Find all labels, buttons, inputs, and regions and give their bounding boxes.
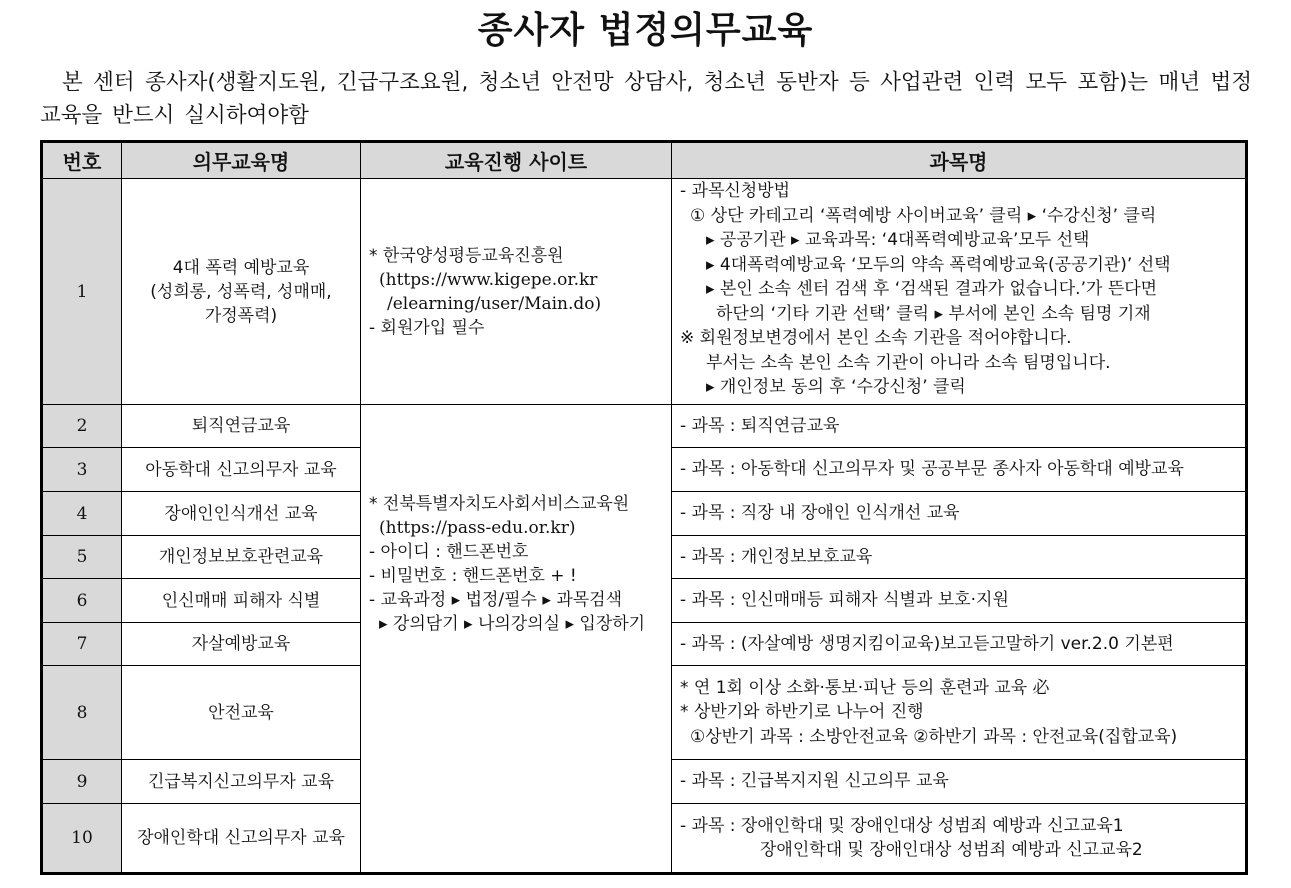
site-org-name: * 전북특별자치도사회서비스교육원: [369, 493, 630, 514]
site-path-note: - 교육과정 ▸ 법정/필수 ▸ 과목검색: [369, 589, 623, 610]
subject-cell: [672, 666, 1247, 760]
site-path-note: ▸ 강의담기 ▸ 나의강의실 ▸ 입장하기: [379, 613, 646, 634]
education-name-cell: 긴급복지신고의무자 교육: [122, 760, 361, 804]
table-row: [42, 179, 1247, 405]
education-name-line: (성희롱, 성폭력, 성매매,: [150, 281, 332, 302]
subject-line: 부서는 소속 본인 소속 기관이 아니라 소속 팀명입니다.: [706, 352, 1111, 373]
subject-line: ①상반기 과목 : 소방안전교육 ②하반기 과목 : 안전교육(집합교육): [690, 726, 1178, 747]
subject-cell: - 과목 : 퇴직연금교육: [672, 405, 1247, 448]
subject-line: - 과목신청방법: [680, 181, 791, 201]
education-name-cell: 퇴직연금교육: [122, 405, 361, 448]
education-name-cell: 인신매매 피해자 식별: [122, 579, 361, 623]
subject-cell: - 과목 : 긴급복지지원 신고의무 교육: [672, 760, 1247, 804]
shared-education-site-cell: [361, 405, 672, 874]
subject-line: * 상반기와 하반기로 나누어 진행: [680, 702, 924, 723]
subject-cell: - 과목 : 직장 내 장애인 인식개선 교육: [672, 492, 1247, 536]
header-subject-name: 과목명: [672, 142, 1247, 179]
table-header-row: [42, 142, 1247, 179]
education-name-cell: 장애인인식개선 교육: [122, 492, 361, 536]
subject-cell: [672, 804, 1247, 874]
subject-line: ※ 회원정보변경에서 본인 소속 기관을 적어야합니다.: [680, 328, 1072, 348]
site-org-name: * 한국양성평등교육진흥원: [369, 245, 564, 266]
education-name-cell: [122, 179, 361, 405]
row-number: 1: [42, 179, 122, 405]
spacer: [369, 636, 663, 786]
subject-line: - 과목 : 장애인학대 및 장애인대상 성범죄 예방과 신고교육1: [680, 815, 1124, 836]
subject-line: ▸ 개인정보 동의 후 ‘수강신청’ 클릭: [706, 377, 966, 397]
subject-line: ▸ 4대폭력예방교육 ‘모두의 약속 폭력예방교육(공공기관)’ 선택: [706, 254, 1171, 275]
row-number: 4: [42, 492, 122, 536]
row-number: 8: [42, 666, 122, 760]
subject-cell: - 과목 : (자살예방 생명지킴이교육)보고듣고말하기 ver.2.0 기본편: [672, 623, 1247, 666]
row-number: 5: [42, 536, 122, 579]
site-note: - 회원가입 필수: [369, 317, 485, 338]
site-url-link[interactable]: (https://www.kigepe.or.kr: [379, 269, 598, 290]
mandatory-education-table: [40, 140, 1248, 875]
education-name-line: 가정폭력): [204, 305, 278, 326]
header-education-name: 의무교육명: [122, 142, 361, 179]
row-number: 3: [42, 448, 122, 492]
subject-line: ① 상단 카테고리 ‘폭력예방 사이버교육’ 클릭 ▸ ‘수강신청’ 클릭: [690, 205, 1157, 226]
header-education-site: 교육진행 사이트: [361, 142, 672, 179]
table-row: [42, 405, 1247, 448]
row-number: 6: [42, 579, 122, 623]
row-number: 10: [42, 804, 122, 874]
site-url-link[interactable]: (https://pass-edu.or.kr): [379, 517, 576, 538]
header-number: 번호: [42, 142, 122, 179]
subject-line: ▸ 공공기관 ▸ 교육과목: ‘4대폭력예방교육’모두 선택: [706, 230, 1090, 250]
education-name-cell: 안전교육: [122, 666, 361, 760]
education-name-cell: 자살예방교육: [122, 623, 361, 666]
row-number: 2: [42, 405, 122, 448]
subject-cell: - 과목 : 아동학대 신고의무자 및 공공부문 종사자 아동학대 예방교육: [672, 448, 1247, 492]
subject-cell: - 과목 : 인신매매등 피해자 식별과 보호·지원: [672, 579, 1247, 623]
page-title: 종사자 법정의무교육: [477, 10, 814, 51]
subject-cell: [672, 179, 1247, 405]
education-name-cell: 개인정보보호관련교육: [122, 536, 361, 579]
education-name-line: 4대 폭력 예방교육: [172, 257, 310, 278]
education-site-cell: [361, 179, 672, 405]
subject-line: 장애인학대 및 장애인대상 성범죄 예방과 신고교육2: [760, 840, 1143, 860]
education-name-cell: 장애인학대 신고의무자 교육: [122, 804, 361, 874]
site-url-link[interactable]: /elearning/user/Main.do): [387, 293, 602, 314]
intro-paragraph: 본 센터 종사자(생활지도원, 긴급구조요원, 청소년 안전망 상담사, 청소년 동반자 등 사업관련 인력 모두 포함)는 매년 법정교육을 반드시 실시하여야함: [40, 70, 1252, 128]
education-name-cell: 아동학대 신고의무자 교육: [122, 448, 361, 492]
subject-line: 하단의 ‘기타 기관 선택’ 클릭 ▸ 부서에 본인 소속 팀명 기재: [716, 303, 1151, 324]
site-id-note: - 아이디 : 핸드폰번호: [369, 541, 529, 562]
subject-line: ▸ 본인 소속 센터 검색 후 ‘검색된 결과가 없습니다.’가 뜬다면: [706, 279, 1158, 299]
site-password-note: - 비밀번호 : 핸드폰번호 + !: [369, 565, 577, 586]
subject-cell: - 과목 : 개인정보보호교육: [672, 536, 1247, 579]
row-number: 7: [42, 623, 122, 666]
subject-line: * 연 1회 이상 소화·통보·피난 등의 훈련과 교육 必: [680, 677, 1050, 698]
row-number: 9: [42, 760, 122, 804]
